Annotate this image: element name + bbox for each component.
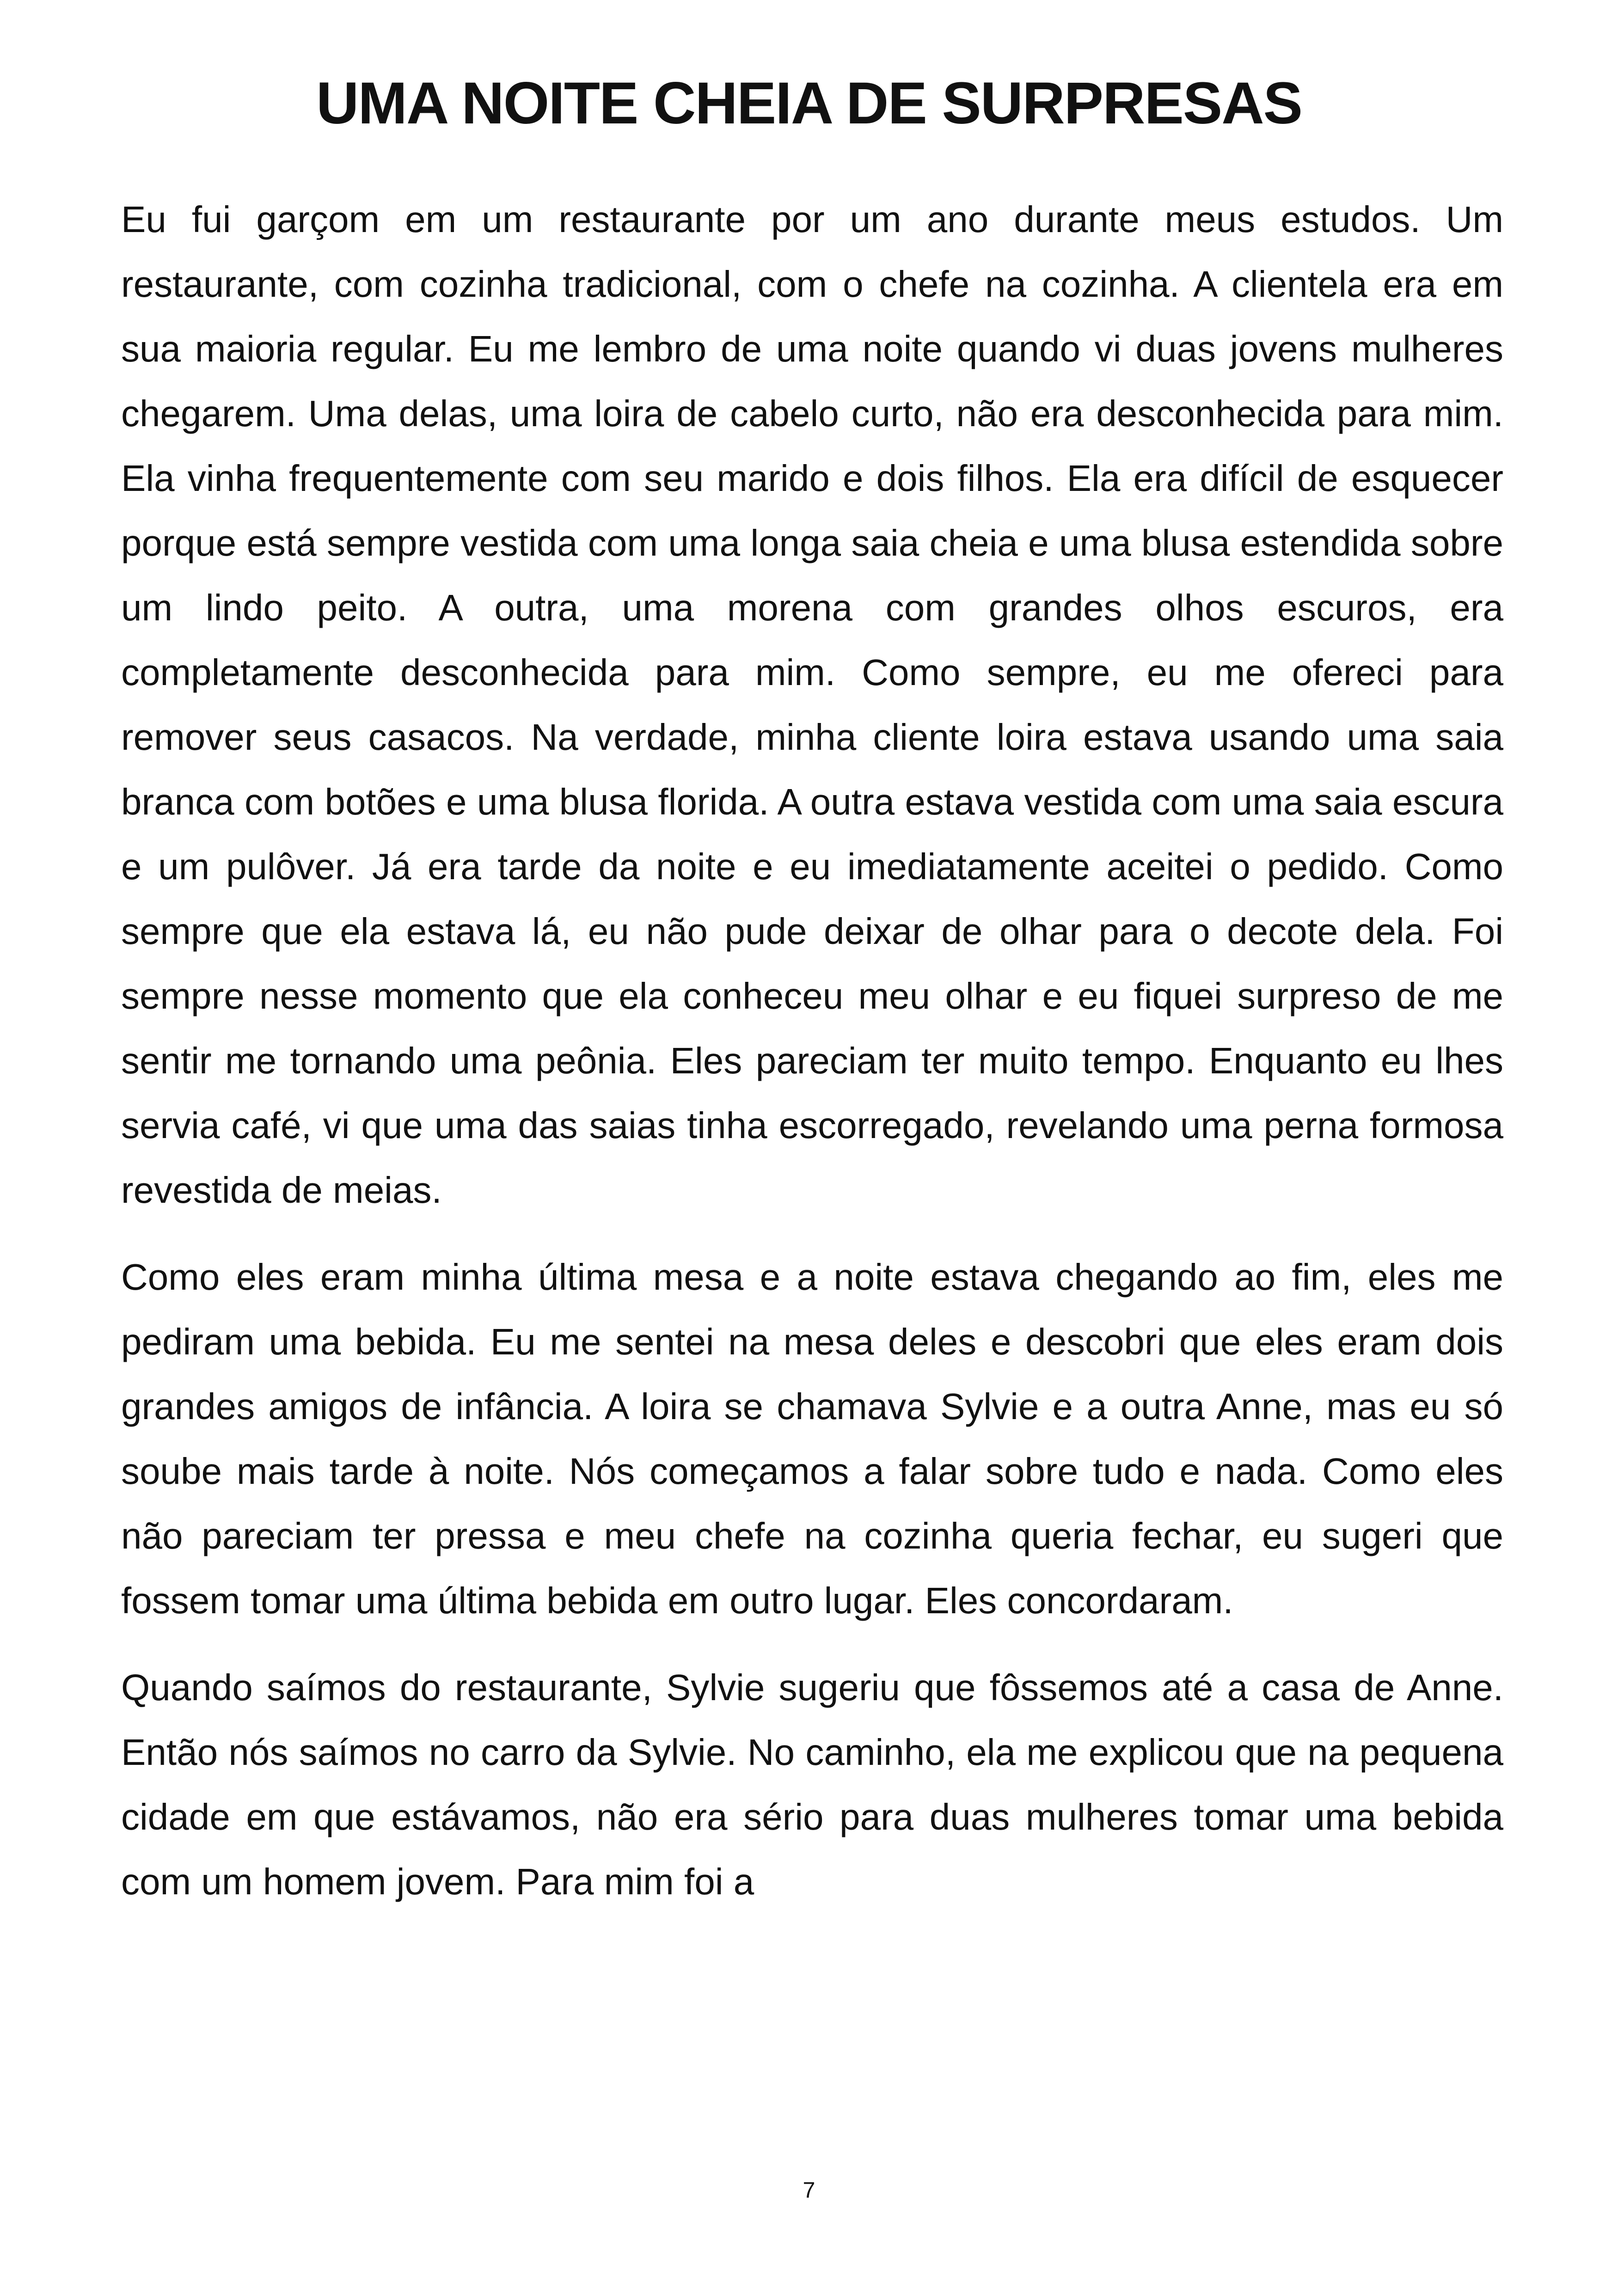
page-number: 7 — [803, 2178, 815, 2203]
page-title: UMA NOITE CHEIA DE SURPRESAS — [316, 70, 1302, 136]
document-body — [121, 187, 1503, 1936]
paragraph-3: Quando saímos do restaurante, Sylvie sugeriu que fôssemos até a casa de Anne. Então nós saímos no carro da Sylvie. No caminho, ela me explicou que na pequena cidade em que estávamos, não era sério para duas mulheres tomar uma bebida com um homem jovem. Para mim foi a — [121, 1667, 1503, 1902]
paragraph-2: Como eles eram minha última mesa e a noite estava chegando ao fim, eles me pediram uma bebida. Eu me sentei na mesa deles e descobri que eles eram dois grandes amigos de infância. A loira se chamava Sylvie e a outra Anne, mas eu só soube mais tarde à noite. Nós começamos a falar sobre tudo e nada. Como eles não pareciam ter pressa e meu chefe na cozinha queria fechar, eu sugeri que fossem tomar uma última bebida em outro lugar. Eles concordaram. — [121, 1256, 1503, 1621]
paragraph-1: Eu fui garçom em um restaurante por um ano durante meus estudos. Um restaurante, com cozinha tradicional, com o chefe na cozinha. A clientela era em sua maioria regular. Eu me lembro de uma noite quando vi duas jovens mulheres chegarem. Uma delas, uma loira de cabelo curto, não era desconhecida para mim. Ela vinha frequentemente com seu marido e dois filhos. Ela era difícil de esquecer porque está sempre vestida com uma longa saia cheia e uma blusa estendida sobre um lindo peito. A outra, uma morena com grandes olhos escuros, era completamente desconhecida para mim. Como sempre, eu me ofereci para remover seus casacos. Na verdade, minha cliente loira estava usando uma saia branca com botões e uma blusa florida. A outra estava vestida com uma saia escura e um pulôver. Já era tarde da noite e eu imediatamente aceitei o pedido. Como sempre que ela estava lá, eu não pude deixar de olhar para o decote dela. Foi sempre nesse momento que ela conheceu meu olhar e eu fiquei surpreso de me sentir me tornando uma peônia. Eles pareciam ter muito tempo. Enquanto eu lhes servia café, vi que uma das saias tinha escorregado, revelando uma perna formosa revestida de meias. — [121, 199, 1503, 1211]
